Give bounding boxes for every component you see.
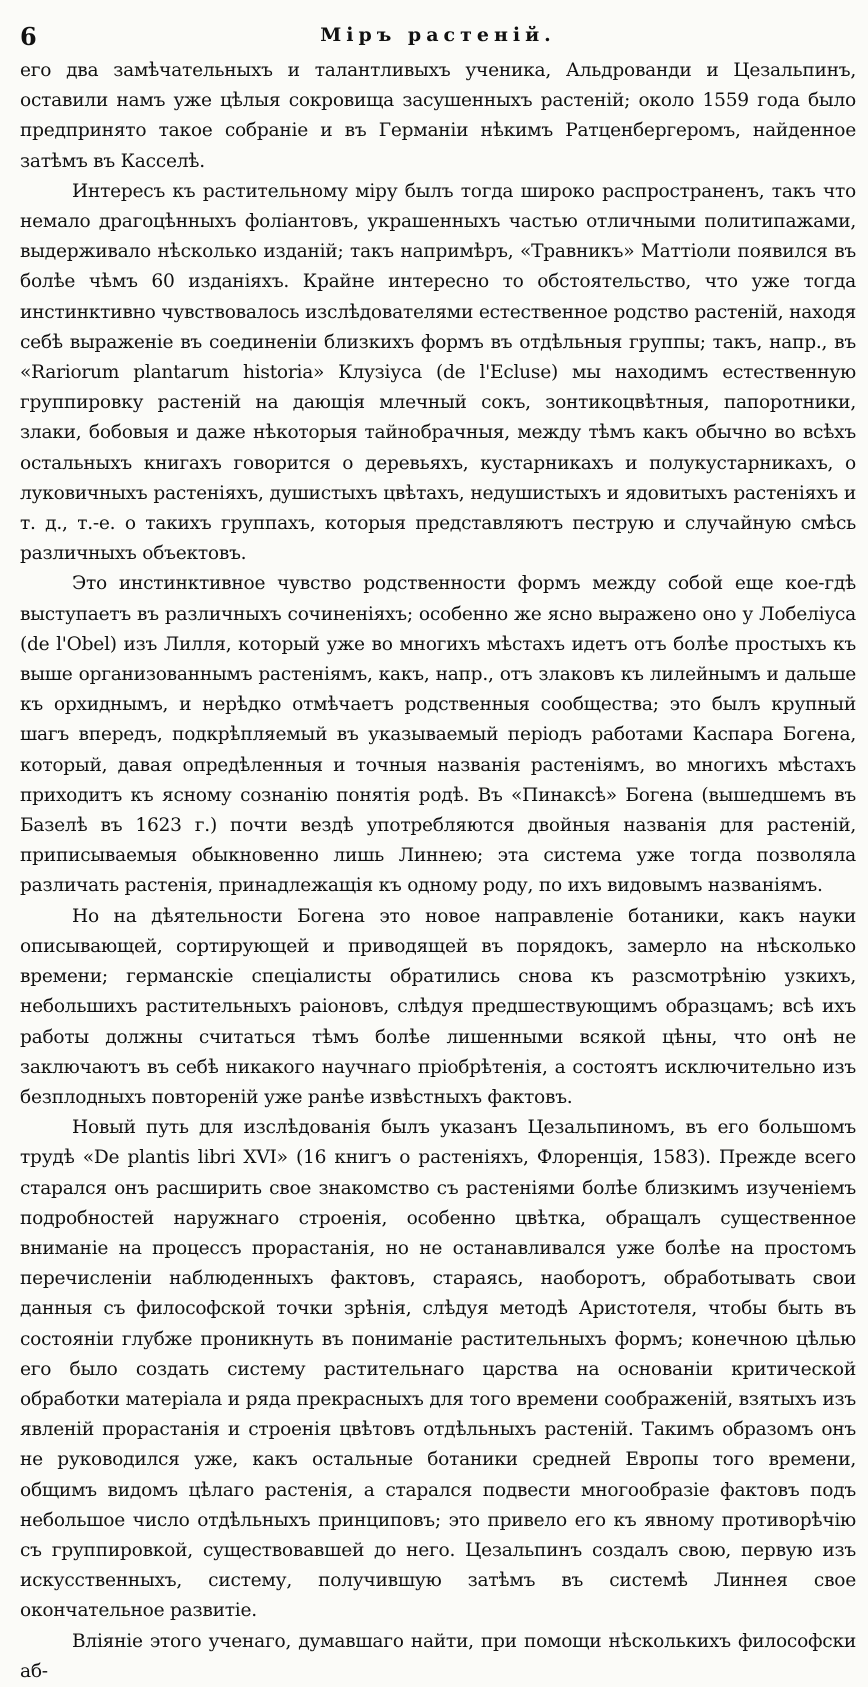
page-header (20, 12, 856, 56)
paragraph-continuation: его два замѣчательныхъ и талантливыхъ ученика, Альдрованди и Цезальпинъ, оставили намъ уже цѣлыя сокровища засушенныхъ растеній; около 1559 года было предпринято такое собраніе и въ Германіи нѣкимъ Ратценбергеромъ, найденное затѣмъ въ Касселѣ. (20, 60, 856, 172)
running-title: Міръ растеній. (320, 24, 556, 46)
paragraph: Вліяніе этого ученаго, думавшаго найти, при помощи нѣсколькихъ философски аб- (20, 1630, 856, 1682)
paragraph: Интересъ къ растительному міру былъ тогда широко распространенъ, такъ что немало драгоцѣнныхъ фоліантовъ, украшенныхъ частью отличными политипажами, выдерживало нѣсколько изданій; такъ напримѣръ, «Травникъ» Маттіоли появился въ болѣе чѣмъ 60 изданіяхъ. Крайне интересно то обстоятельство, что уже тогда инстинктивно чувствовалось изслѣдователями естественное родство растеній, находя себѣ выраженіе въ соединеніи близкихъ формъ въ отдѣльныя группы; такъ, напр., въ «Rariorum plantarum historia» Клузіуса (de l'Ecluse) мы находимъ естественную группировку растеній на дающія млечный сокъ, зонтикоцвѣтныя, папоротники, злаки, бобовыя и даже нѣкоторыя тайнобрачныя, между тѣмъ какъ обычно во всѣхъ остальныхъ книгахъ говорится о деревьяхъ, кустарникахъ и полукустарникахъ, о луковичныхъ растеніяхъ, душистыхъ цвѣтахъ, недушистыхъ и ядовитыхъ растеніяхъ и т. д., т.-е. о такихъ группахъ, которыя представляютъ пеструю и случайную смѣсь различныхъ объектовъ. (20, 180, 856, 565)
body-text (20, 56, 856, 1687)
page-number: 6 (20, 22, 37, 51)
paragraph: Это инстинктивное чувство родственности формъ между собой еще кое-гдѣ выступаетъ въ различныхъ сочиненіяхъ; особенно же ясно выражено оно у Лобеліуса (de l'Obel) изъ Лилля, который уже во многихъ мѣстахъ идетъ отъ болѣе простыхъ къ выше организованнымъ растеніямъ, какъ, напр., отъ злаковъ къ лилейнымъ и дальше къ орхиднымъ, и нерѣдко отмѣчаетъ родственныя сообщества; это былъ крупный шагъ впередъ, подкрѣпляемый въ указываемый періодъ работами Каспара Богена, который, давая опредѣленныя и точныя названія растеніямъ, во многихъ мѣстахъ приходитъ къ ясному сознанію понятія родѣ. Въ «Пинаксѣ» Богена (вышедшемъ въ Базелѣ въ 1623 г.) почти вездѣ употребляются двойныя названія для растеній, приписываемыя обыкновенно лишь Линнею; эта система уже тогда позволяла различать растенія, принадлежащія къ одному роду, по ихъ видовымъ названіямъ. (20, 573, 856, 897)
paragraph: Новый путь для изслѣдованія былъ указанъ Цезальпиномъ, въ его большомъ трудѣ «De plantis libri XVI» (16 книгъ о растеніяхъ, Флоренція, 1583). Прежде всего старался онъ расширить свое знакомство съ растеніями болѣе близкимъ изученіемъ подробностей наружнаго строенія, особенно цвѣтка, обращалъ существенное вниманіе на процессъ прорастанія, но не останавливался уже болѣе на простомъ перечисленіи наблюденныхъ фактовъ, стараясь, наоборотъ, обработывать свои данныя съ философской точки зрѣнія, слѣдуя методѣ Аристотеля, чтобы быть въ состояніи глубже проникнуть въ пониманіе растительныхъ формъ; конечною цѣлью его было создать систему растительнаго царства на основаніи критической обработки матеріала и ряда прекрасныхъ для того времени соображеній, взятыхъ изъ явленій прорастанія и строенія цвѣтовъ отдѣльныхъ растеній. Такимъ образомъ онъ не руководился уже, какъ остальные ботаники средней Европы того времени, общимъ видомъ цѣлаго растенія, а старался подвести многообразіе фактовъ подъ небольшое число отдѣльныхъ принциповъ; это привело его къ явному противорѣчію съ группировкой, существовавшей до него. Цезальпинъ создалъ свою, первую изъ искусственныхъ, систему, получившую затѣмъ въ системѣ Линнея свое окончательное развитіе. (20, 1117, 856, 1622)
paragraph: Но на дѣятельности Богена это новое направленіе ботаники, какъ науки описывающей, сортирующей и приводящей въ порядокъ, замерло на нѣсколько времени; германскіе спеціалисты обратились снова къ разсмотрѣнію узкихъ, небольшихъ растительныхъ раіоновъ, слѣдуя предшествующимъ образцамъ; всѣ ихъ работы должны считаться тѣмъ болѣе лишенными всякой цѣны, что онѣ не заключаютъ въ себѣ никакого научнаго пріобрѣтенія, а состоятъ исключительно изъ безплодныхъ повтореній уже ранѣе извѣстныхъ фактовъ. (20, 905, 856, 1108)
